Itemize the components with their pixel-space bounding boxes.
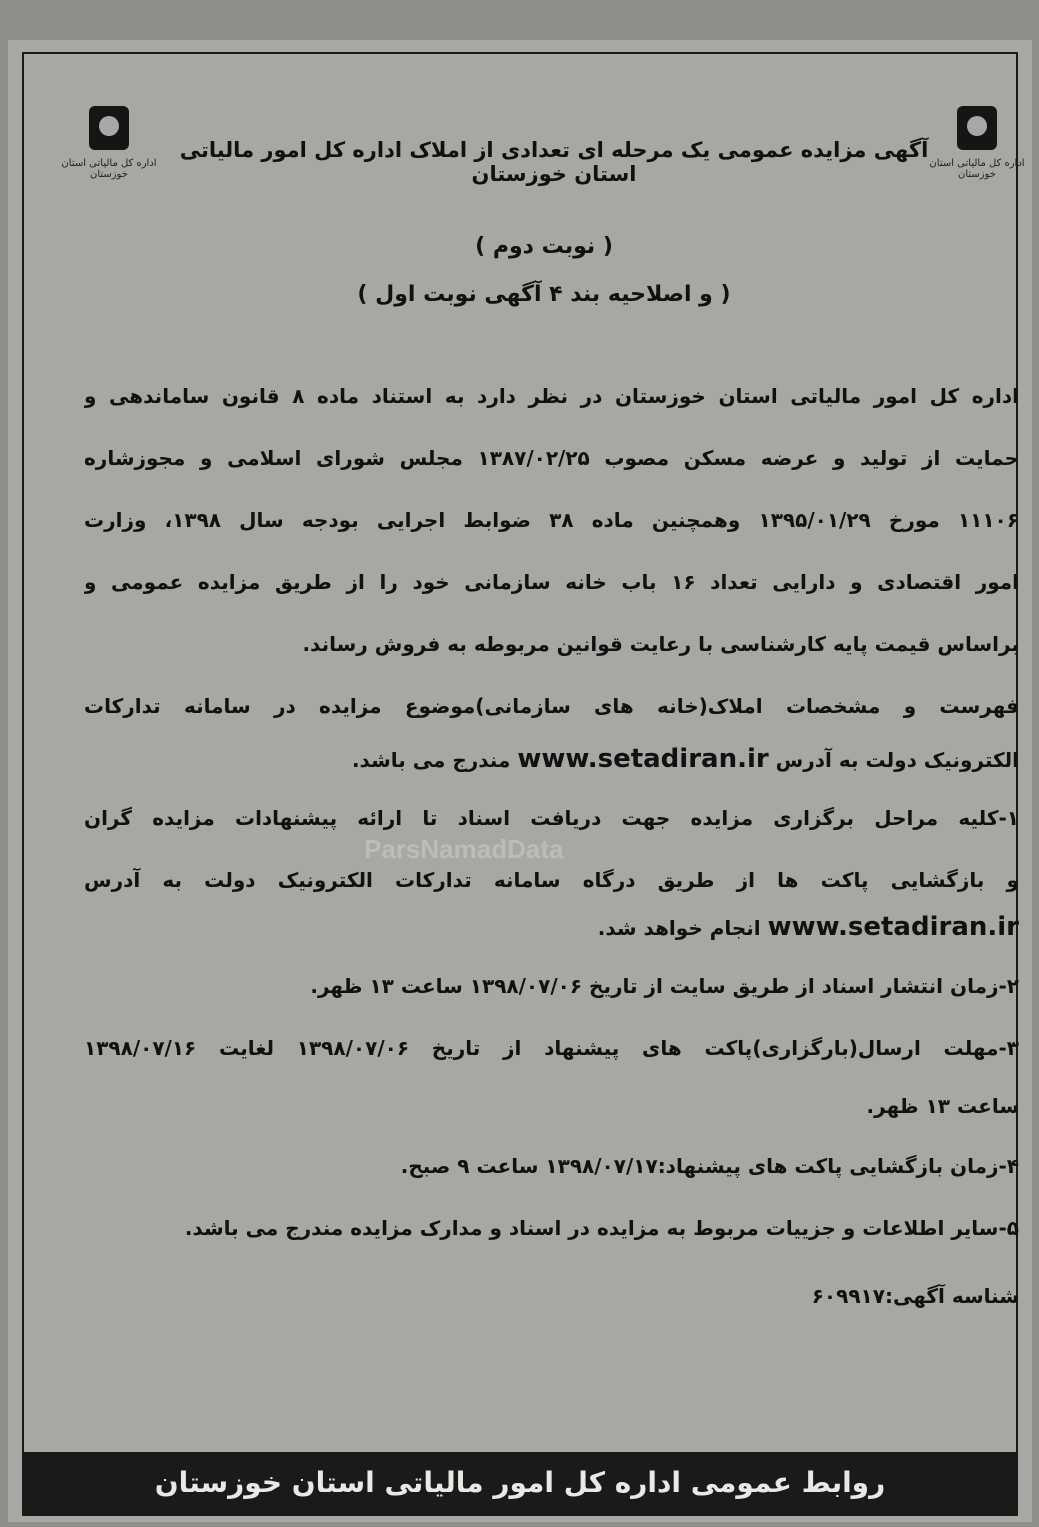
text: مندرج می باشد. — [351, 748, 511, 772]
paragraph-url-line — [84, 744, 1019, 774]
logo-caption: اداره کل مالیاتی استان خوزستان — [929, 158, 1025, 180]
emblem-icon — [89, 106, 129, 150]
ad-title: آگهی مزایده عمومی یک مرحله ای تعدادی از املاک اداره کل امور مالیاتی استان خوزستان — [179, 138, 929, 186]
paragraph-line: حمایت از تولید و عرضه مسکن مصوب ۱۳۸۷/۰۲/۲۵ مجلس شورای اسلامی و مجوزشاره — [84, 446, 1019, 470]
subtitle-round: ( نوبت دوم ) — [475, 234, 613, 259]
item-1-line: ۱-کلیه مراحل برگزاری مزایده جهت دریافت اسناد تا ارائه پیشنهادات مزایده گران — [84, 806, 1019, 830]
newspaper-clipping — [8, 40, 1032, 1522]
paragraph-line: ۱۱۱۰۶ مورخ ۱۳۹۵/۰۱/۲۹ وهمچنین ماده ۳۸ ضوابط اجرایی بودجه سال ۱۳۹۸، وزارت — [84, 508, 1019, 532]
watermark: ParsNamadData — [364, 834, 564, 864]
ad-id: شناسه آگهی:۶۰۹۹۱۷ — [811, 1284, 1019, 1308]
item-1-line: و بازگشایی پاکت ها از طریق درگاه سامانه تدارکات الکترونیک دولت به آدرس — [84, 868, 1019, 892]
text: انجام خواهد شد. — [597, 916, 761, 940]
logo-right — [922, 106, 1032, 196]
footer-bar — [22, 1452, 1018, 1516]
item-2: ۲-زمان انتشار اسناد از طریق سایت از تاریخ ۱۳۹۸/۰۷/۰۶ ساعت ۱۳ ظهر. — [310, 974, 1019, 998]
paragraph-line: فهرست و مشخصات املاک(خانه های سازمانی)موضوع مزایده در سامانه تدارکات — [84, 694, 1019, 718]
subtitle-amendment: ( و اصلاحیه بند ۴ آگهی نوبت اول ) — [357, 282, 731, 307]
emblem-icon — [957, 106, 997, 150]
setadiran-link[interactable]: www.setadiran.ir — [517, 744, 769, 774]
item-4: ۴-زمان بازگشایی پاکت های پیشنهاد:۱۳۹۸/۰۷/۱۷ ساعت ۹ صبح. — [400, 1154, 1019, 1178]
setadiran-link[interactable]: www.setadiran.ir — [767, 912, 1019, 942]
item-5: ۵-سایر اطلاعات و جزییات مربوط به مزایده در اسناد و مدارک مزایده مندرج می باشد. — [184, 1216, 1019, 1240]
paragraph-line: اداره کل امور مالیاتی استان خوزستان در نظر دارد به استناد ماده ۸ قانون ساماندهی و — [84, 384, 1019, 408]
footer-text: روابط عمومی اداره کل امور مالیاتی استان خوزستان — [154, 1466, 886, 1499]
logo-caption: اداره کل مالیاتی استان خوزستان — [61, 158, 157, 180]
text: الکترونیک دولت به آدرس — [775, 748, 1019, 772]
paragraph-line: امور اقتصادی و دارایی تعداد ۱۶ باب خانه سازمانی خود را از طریق مزایده عمومی و — [84, 570, 1019, 594]
logo-left — [54, 106, 164, 196]
paragraph-line: براساس قیمت پایه کارشناسی با رعایت قوانین مربوطه به فروش رساند. — [302, 632, 1019, 656]
item-1-url-line — [84, 912, 1019, 942]
ad-frame — [22, 52, 1025, 1454]
item-3-line: ساعت ۱۳ ظهر. — [866, 1094, 1019, 1118]
item-3-line: ۳-مهلت ارسال(بارگزاری)پاکت های پیشنهاد از تاریخ ۱۳۹۸/۰۷/۰۶ لغایت ۱۳۹۸/۰۷/۱۶ — [84, 1036, 1019, 1060]
